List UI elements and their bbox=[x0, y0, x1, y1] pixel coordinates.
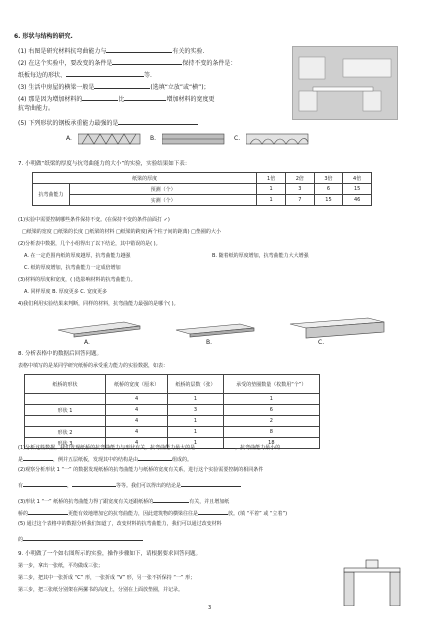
table-cell: 7 bbox=[285, 195, 314, 206]
q8-s2-line1: (2)观察分析形状 1 “一” 的数据发现纸桥的抗弯曲能力与纸桥的宽度有关系，进行这个实验需要控制的相同条件 bbox=[18, 467, 264, 473]
board-c-icon bbox=[288, 314, 388, 340]
table-cell: 15 bbox=[314, 195, 343, 206]
q7-opt-b: B. bbox=[206, 339, 213, 346]
table-header-cell: 4倍 bbox=[343, 173, 372, 184]
board-b-icon bbox=[172, 318, 258, 340]
q6-opt-a: A. bbox=[66, 135, 72, 142]
q7-title: 7. 小明做“纸梁的厚度与抗弯曲能力的大小”的实验，实验结果如下表： bbox=[18, 161, 191, 167]
table-cell bbox=[25, 416, 106, 427]
q7-s4: 4)我们利用实验结果来判断，同样的材料，抗弯曲能力最强的是哪个( )。 bbox=[18, 301, 179, 307]
table-header-cell: 纸桥的宽度（厘米） bbox=[106, 375, 168, 394]
book-stack-bridge-icon bbox=[340, 554, 404, 606]
q9-step3: 第三步，把三张纸分别架在两摞书的高度上，分别在上面放垫圈，并记录。 bbox=[18, 587, 184, 593]
table-cell: 形状 2 bbox=[25, 427, 106, 438]
q6-line1: (1) 右图是研究材料抗弯曲能力与 有关的实验. bbox=[18, 48, 205, 55]
experiment-photo bbox=[292, 46, 398, 120]
q7-table bbox=[32, 172, 372, 206]
table-cell: 1 bbox=[168, 427, 223, 438]
table-cell: 抗弯曲能力 bbox=[33, 184, 70, 206]
table-cell: 6 bbox=[223, 405, 319, 416]
q6-opt-c: C. bbox=[234, 135, 241, 142]
table-header-cell: 2倍 bbox=[285, 173, 314, 184]
table-cell: 8 bbox=[223, 427, 319, 438]
table-header-cell: 纸桥的形状 bbox=[25, 375, 106, 394]
table-cell: 4 bbox=[106, 394, 168, 405]
q6-line3: 纸板每边的形状、 等. bbox=[18, 72, 152, 79]
q6-line7: (5) 下列形状的钢板承重能力最强的是 bbox=[18, 118, 198, 127]
q7-s1-options: □纸梁的宽度 □纸梁的长度 □纸梁的材料 □纸梁的跨度(两个柱子间的距离) □垫圈的大小 bbox=[22, 229, 221, 235]
q9-figure bbox=[340, 554, 404, 606]
table-cell: 46 bbox=[343, 195, 372, 206]
q8-s4-line1: (5) 通过这个表格中的数据分析我们知道了，改变材料的抗弯曲能力，我们可以通过改变材料 bbox=[18, 521, 222, 527]
q6-opt-b: B. bbox=[150, 135, 157, 142]
table-cell: 形状 3 bbox=[25, 438, 106, 449]
table-cell: 15 bbox=[343, 184, 372, 195]
page-number: 3 bbox=[208, 605, 212, 611]
table-header-cell: 3倍 bbox=[314, 173, 343, 184]
q7-opt-c: C. bbox=[318, 339, 325, 346]
table-cell: 1 bbox=[168, 416, 223, 427]
table-cell bbox=[25, 394, 106, 405]
q7-s2-a: A. 在一定范围内纸的厚度越厚，抗弯曲能力越强 bbox=[24, 253, 131, 259]
table-row bbox=[25, 375, 320, 394]
table-cell: 4 bbox=[106, 416, 168, 427]
table-header-cell: 纸梁的厚度 bbox=[33, 173, 257, 184]
table-cell: 实测（个） bbox=[70, 195, 257, 206]
q7-s1: (1)实验中需要控制哪些条件保持不变。(在保持不变的条件前面打 ✓) bbox=[18, 217, 170, 223]
q7-opt-a: A. bbox=[84, 339, 90, 346]
table-cell: 形状 1 bbox=[25, 405, 106, 416]
table-cell: 预测（个） bbox=[70, 184, 257, 195]
q8-title: 8. 分析表格中的数据后回答问题。 bbox=[18, 351, 102, 357]
table-cell: 4 bbox=[106, 405, 168, 416]
table-row bbox=[25, 427, 320, 438]
table-header-cell: 承受的垫圈数量（枚数用“个”） bbox=[223, 375, 319, 394]
q7-s2-c: C. 纸的厚度增加，抗弯曲能力一定成倍增加 bbox=[24, 265, 121, 271]
table-cell: 3 bbox=[285, 184, 314, 195]
table-cell: 2 bbox=[223, 416, 319, 427]
table-row bbox=[25, 416, 320, 427]
table-row bbox=[33, 173, 372, 184]
q9-step1: 第一步，拿出一张纸，平均做成三张； bbox=[18, 563, 104, 569]
q8-table bbox=[24, 374, 320, 449]
plate-a-icon bbox=[78, 131, 142, 145]
paper-bridge-photo-icon bbox=[293, 47, 397, 119]
table-row bbox=[25, 405, 320, 416]
q6-line4: (3) 生活中房屋的横梁一般是 (选填“立放”或“横”)； bbox=[18, 84, 210, 91]
table-cell: 6 bbox=[314, 184, 343, 195]
q6-line5: (4) 那是因为增加材料的 比 增加材料的宽度更 bbox=[18, 96, 215, 103]
table-cell: 1 bbox=[168, 394, 223, 405]
q6-title: 6. 形状与结构的研究. bbox=[14, 33, 73, 40]
plate-b-icon bbox=[162, 131, 226, 145]
q8-s1-line2: 是 ，例并五层纸板，发现其中的结构是由 组成的。 bbox=[18, 454, 192, 463]
board-a-icon bbox=[54, 318, 144, 340]
table-cell: 1 bbox=[257, 195, 286, 206]
q7-s2: (2)分析表中数据，几个小组得出了以下结论，其中错误的是( )。 bbox=[18, 241, 161, 247]
table-cell: 18 bbox=[223, 438, 319, 449]
table-header-cell: 纸桥的层数（张） bbox=[168, 375, 223, 394]
q7-s2-b: B. 随着纸的厚度增加，抗弯曲能力大大增强 bbox=[212, 253, 309, 259]
q8-s4-line2: 的 bbox=[18, 534, 143, 543]
q9-title: 9. 小明做了一个如右图所示的实验，操作步骤如下，请根据要求回答问题。 bbox=[18, 551, 201, 557]
table-row bbox=[33, 195, 372, 206]
q9-step2: 第二步，把其中一张折成 “C” 形，一张折成 “V” 形，另一张不折保持 “一” 形； bbox=[18, 575, 196, 581]
table-cell: 1 bbox=[168, 438, 223, 449]
q8-s3-line1: (3)形状 1 “一” 纸桥的抗弯曲能力得了跟宽度有关还跟纸桥的 有关，并且增加纸 bbox=[18, 496, 229, 505]
table-row bbox=[33, 184, 372, 195]
q7-s3: (3)材料的厚度和宽度，( )选影响材料的抗弯曲能力。 bbox=[18, 277, 136, 283]
q6-line2: (2) 在这个实验中，要改变的条件是 保持不变的条件是： bbox=[18, 60, 237, 67]
table-cell: 1 bbox=[257, 184, 286, 195]
plate-c-icon bbox=[246, 131, 310, 145]
table-cell: 3 bbox=[168, 405, 223, 416]
q7-s3-options: A. 同样厚度 B. 厚度更多 C. 宽度更多 bbox=[24, 289, 107, 295]
table-row bbox=[25, 394, 320, 405]
q8-s3-line2: 桥的 更能有效地增加它的抗弯曲能力，因此建筑物的横梁往往是 放。(填 “平着” 或 “立着”) bbox=[18, 508, 287, 517]
table-cell: 1 bbox=[223, 394, 319, 405]
table-cell: 4 bbox=[106, 438, 168, 449]
q8-s1-line1: (1)分析这些数据，我们发现纸桥的抗弯曲能力与形状有关，抗弯曲能力最大的是 ，抗弯曲能力最小的 bbox=[18, 442, 280, 451]
q6-line6: 抗弯曲能力。 bbox=[18, 105, 55, 112]
table-header-cell: 1倍 bbox=[257, 173, 286, 184]
q8-s2-line2: 有 ， 等等。我们可以得出的结论是 bbox=[18, 480, 241, 489]
q8-intro: 表格中填写的是某同学研究纸桥的承受重力能力的实验数据，如表： bbox=[18, 363, 169, 369]
table-cell: 4 bbox=[106, 427, 168, 438]
